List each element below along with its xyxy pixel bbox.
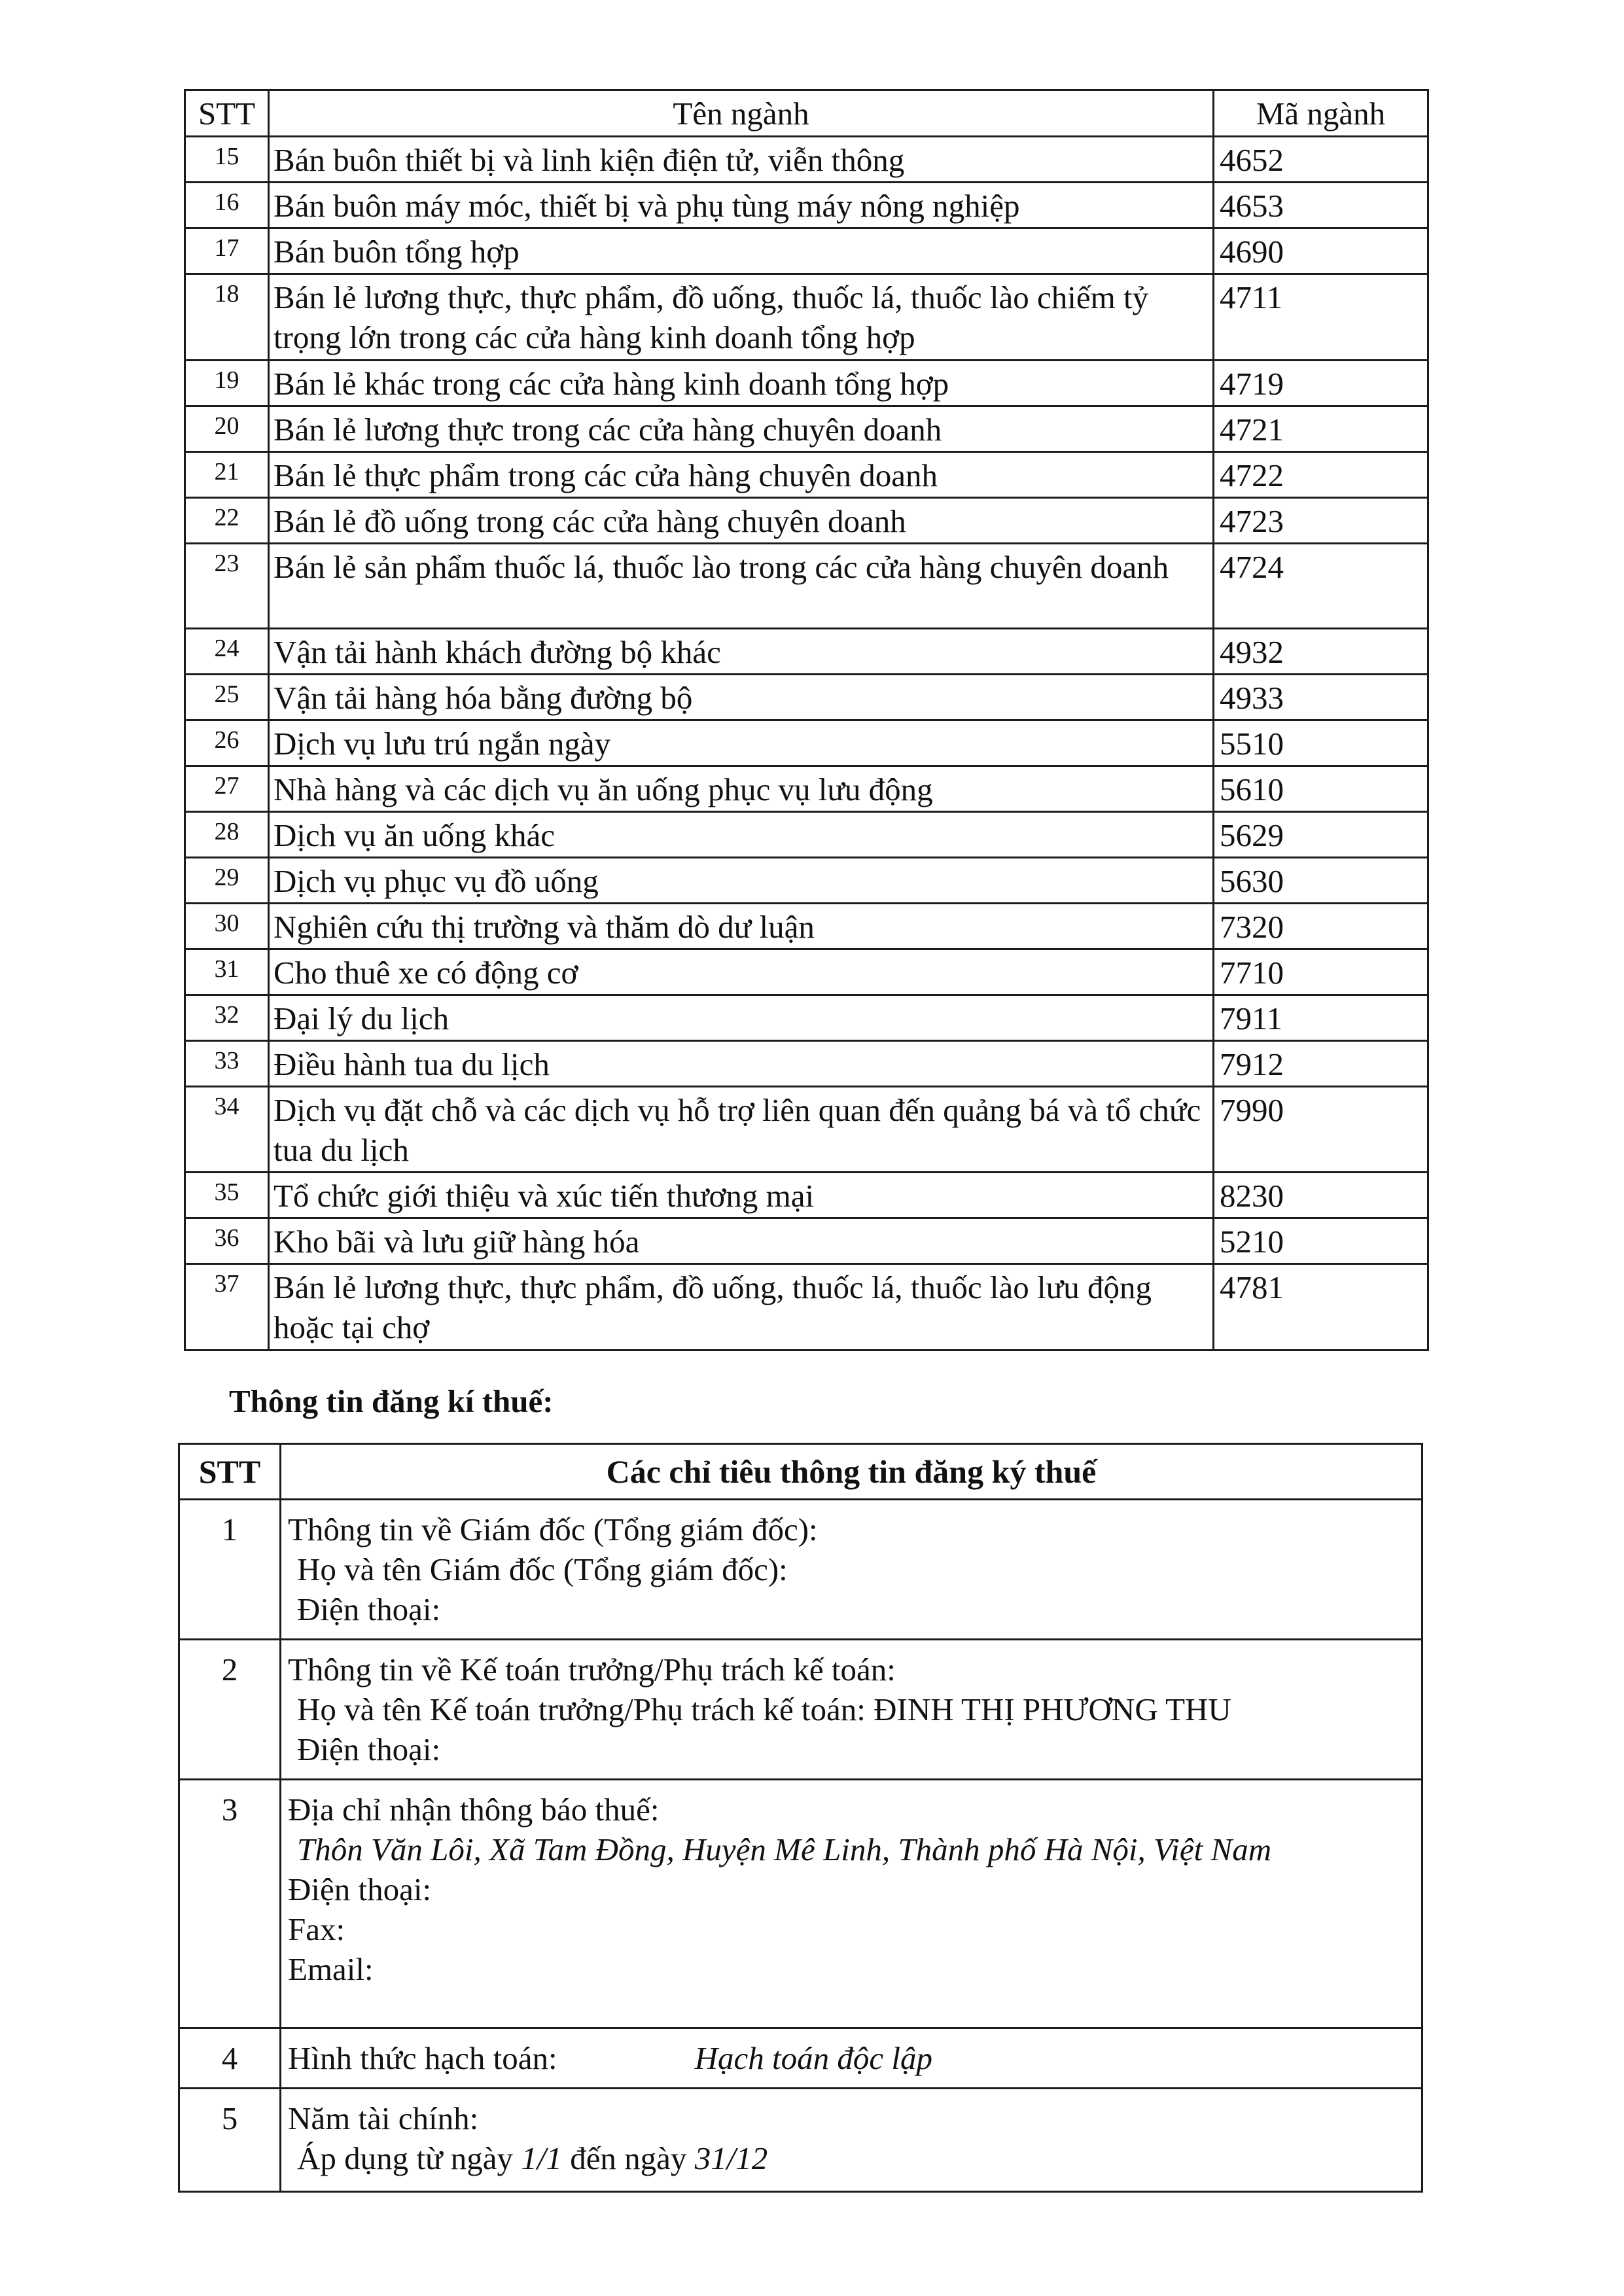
- business-line-code: 7990: [1214, 1087, 1428, 1173]
- business-line-code: 4690: [1214, 228, 1428, 274]
- row-stt: 1: [179, 1500, 281, 1640]
- header-row: [179, 1444, 1422, 1500]
- row-stt: 35: [185, 1173, 269, 1218]
- business-line-row: [185, 720, 1428, 766]
- business-line-name: Dịch vụ lưu trú ngắn ngày: [269, 720, 1214, 766]
- row-stt: 19: [185, 361, 269, 406]
- business-line-code: 4719: [1214, 361, 1428, 406]
- business-line-code: 4724: [1214, 544, 1428, 629]
- row-stt: 4: [179, 2028, 281, 2089]
- business-line-code: 4932: [1214, 629, 1428, 675]
- business-line-code: 5629: [1214, 812, 1428, 858]
- business-line-code: 5510: [1214, 720, 1428, 766]
- accountant-info-title: Thông tin về Kế toán trưởng/Phụ trách kế toán:: [288, 1651, 896, 1687]
- business-line-row: [185, 949, 1428, 995]
- business-line-row: [185, 766, 1428, 812]
- business-line-row: [185, 1087, 1428, 1173]
- business-line-code: 7710: [1214, 949, 1428, 995]
- business-line-name: Đại lý du lịch: [269, 995, 1214, 1041]
- business-line-code: 4652: [1214, 137, 1428, 183]
- director-phone-label: Điện thoại:: [297, 1591, 441, 1627]
- fiscal-year-title: Năm tài chính:: [288, 2100, 479, 2136]
- accounting-method-cell: [281, 2028, 1422, 2089]
- business-line-name: Dịch vụ ăn uống khác: [269, 812, 1214, 858]
- business-line-name: Bán lẻ thực phẩm trong các cửa hàng chuyên doanh: [269, 452, 1214, 498]
- business-line-row: [185, 228, 1428, 274]
- business-line-row: [185, 406, 1428, 452]
- business-line-row: [185, 1041, 1428, 1087]
- header-name: Tên ngành: [269, 90, 1214, 137]
- business-line-row: [185, 452, 1428, 498]
- row-stt: 33: [185, 1041, 269, 1087]
- row-stt: 20: [185, 406, 269, 452]
- row-stt: 21: [185, 452, 269, 498]
- header-row: [185, 90, 1428, 137]
- business-line-row: [185, 1264, 1428, 1351]
- row-stt: 24: [185, 629, 269, 675]
- business-line-name: Nghiên cứu thị trường và thăm dò dư luận: [269, 904, 1214, 949]
- business-line-row: [185, 904, 1428, 949]
- accounting-method-label: Hình thức hạch toán:: [288, 2040, 557, 2076]
- business-line-code: 5210: [1214, 1218, 1428, 1264]
- business-line-name: Cho thuê xe có động cơ: [269, 949, 1214, 995]
- business-line-name: Kho bãi và lưu giữ hàng hóa: [269, 1218, 1214, 1264]
- business-lines-body: [185, 137, 1428, 1351]
- business-line-name: Bán lẻ lương thực, thực phẩm, đồ uống, thuốc lá, thuốc lào chiếm tỷ trọng lớn trong các cửa hàng kinh doanh tổng hợp: [269, 274, 1214, 361]
- row-stt: 18: [185, 274, 269, 361]
- business-line-code: 7911: [1214, 995, 1428, 1041]
- director-info-title: Thông tin về Giám đốc (Tổng giám đốc):: [288, 1511, 818, 1547]
- business-line-row: [185, 1173, 1428, 1218]
- tax-row-director: [179, 1500, 1422, 1640]
- business-line-code: 4653: [1214, 183, 1428, 228]
- business-line-row: [185, 1218, 1428, 1264]
- row-stt: 17: [185, 228, 269, 274]
- row-stt: 29: [185, 858, 269, 904]
- tax-row-fiscal-year: [179, 2089, 1422, 2192]
- business-line-row: [185, 629, 1428, 675]
- business-line-row: [185, 137, 1428, 183]
- row-stt: 16: [185, 183, 269, 228]
- header-code: Mã ngành: [1214, 90, 1428, 137]
- tax-address-title: Địa chỉ nhận thông báo thuế:: [288, 1792, 660, 1828]
- business-line-name: Bán lẻ lương thực trong các cửa hàng chuyên doanh: [269, 406, 1214, 452]
- row-stt: 27: [185, 766, 269, 812]
- business-line-name: Tổ chức giới thiệu và xúc tiến thương mại: [269, 1173, 1214, 1218]
- business-line-row: [185, 995, 1428, 1041]
- business-line-name: Bán lẻ khác trong các cửa hàng kinh doanh tổng hợp: [269, 361, 1214, 406]
- row-stt: 3: [179, 1780, 281, 2028]
- accountant-phone-label: Điện thoại:: [297, 1731, 441, 1767]
- row-stt: 36: [185, 1218, 269, 1264]
- business-line-code: 4722: [1214, 452, 1428, 498]
- business-line-name: Bán lẻ sản phẩm thuốc lá, thuốc lào trong các cửa hàng chuyên doanh: [269, 544, 1214, 629]
- director-name-label: Họ và tên Giám đốc (Tổng giám đốc):: [297, 1551, 788, 1587]
- row-stt: 5: [179, 2089, 281, 2192]
- row-stt: 15: [185, 137, 269, 183]
- fiscal-middle-text: đến ngày: [570, 2140, 687, 2176]
- business-line-row: [185, 274, 1428, 361]
- row-stt: 30: [185, 904, 269, 949]
- tax-phone-label: Điện thoại:: [288, 1871, 432, 1907]
- business-line-name: Vận tải hành khách đường bộ khác: [269, 629, 1214, 675]
- business-line-code: 4721: [1214, 406, 1428, 452]
- business-line-code: 8230: [1214, 1173, 1428, 1218]
- tax-section-heading: Thông tin đăng kí thuế:: [229, 1383, 554, 1419]
- business-line-name: Điều hành tua du lịch: [269, 1041, 1214, 1087]
- tax-row-accounting: [179, 2028, 1422, 2089]
- business-line-name: Bán buôn tổng hợp: [269, 228, 1214, 274]
- tax-info-table: [178, 1443, 1423, 2193]
- business-line-name: Bán buôn máy móc, thiết bị và phụ tùng máy nông nghiệp: [269, 183, 1214, 228]
- business-line-row: [185, 361, 1428, 406]
- fiscal-from-date: 1/1: [521, 2140, 562, 2176]
- business-line-row: [185, 675, 1428, 720]
- tax-email-label: Email:: [288, 1951, 374, 1987]
- accountant-info-cell: [281, 1640, 1422, 1780]
- business-line-row: [185, 183, 1428, 228]
- fiscal-year-cell: [281, 2089, 1422, 2192]
- business-line-code: 4933: [1214, 675, 1428, 720]
- business-line-code: 5630: [1214, 858, 1428, 904]
- accounting-method-value: Hạch toán độc lập: [694, 2040, 933, 2076]
- business-line-name: Bán lẻ lương thực, thực phẩm, đồ uống, thuốc lá, thuốc lào lưu động hoặc tại chợ: [269, 1264, 1214, 1351]
- business-line-name: Dịch vụ phục vụ đồ uống: [269, 858, 1214, 904]
- header-stt: STT: [185, 90, 269, 137]
- tax-row-address: [179, 1780, 1422, 2028]
- fiscal-year-range: [288, 2138, 1421, 2178]
- row-stt: 37: [185, 1264, 269, 1351]
- tax-row-accountant: [179, 1640, 1422, 1780]
- business-line-name: Dịch vụ đặt chỗ và các dịch vụ hỗ trợ liên quan đến quảng bá và tổ chức tua du lịch: [269, 1087, 1214, 1173]
- header-stt: STT: [179, 1444, 281, 1500]
- row-stt: 26: [185, 720, 269, 766]
- tax-address-cell: [281, 1780, 1422, 2028]
- business-line-name: Vận tải hàng hóa bằng đường bộ: [269, 675, 1214, 720]
- row-stt: 23: [185, 544, 269, 629]
- business-line-code: 4723: [1214, 498, 1428, 544]
- row-stt: 25: [185, 675, 269, 720]
- business-line-code: 7320: [1214, 904, 1428, 949]
- business-line-name: Bán buôn thiết bị và linh kiện điện tử, viễn thông: [269, 137, 1214, 183]
- business-line-code: 4711: [1214, 274, 1428, 361]
- business-line-row: [185, 544, 1428, 629]
- fiscal-apply-prefix: Áp dụng từ ngày: [297, 2140, 514, 2176]
- accountant-name-label: Họ và tên Kế toán trưởng/Phụ trách kế toán: ĐINH THỊ PHƯƠNG THU: [297, 1691, 1231, 1727]
- fiscal-to-date: 31/12: [694, 2140, 768, 2176]
- row-stt: 22: [185, 498, 269, 544]
- header-content: Các chỉ tiêu thông tin đăng ký thuế: [281, 1444, 1422, 1500]
- row-stt: 32: [185, 995, 269, 1041]
- row-stt: 34: [185, 1087, 269, 1173]
- row-stt: 2: [179, 1640, 281, 1780]
- tax-address-value: Thôn Văn Lôi, Xã Tam Đồng, Huyện Mê Linh, Thành phố Hà Nội, Việt Nam: [297, 1831, 1272, 1867]
- business-line-name: Nhà hàng và các dịch vụ ăn uống phục vụ lưu động: [269, 766, 1214, 812]
- business-line-row: [185, 812, 1428, 858]
- business-line-code: 4781: [1214, 1264, 1428, 1351]
- business-lines-table: [184, 89, 1429, 1351]
- director-info-cell: [281, 1500, 1422, 1640]
- row-stt: 31: [185, 949, 269, 995]
- business-line-code: 5610: [1214, 766, 1428, 812]
- row-stt: 28: [185, 812, 269, 858]
- business-line-name: Bán lẻ đồ uống trong các cửa hàng chuyên doanh: [269, 498, 1214, 544]
- business-line-row: [185, 498, 1428, 544]
- business-line-code: 7912: [1214, 1041, 1428, 1087]
- business-line-row: [185, 858, 1428, 904]
- tax-fax-label: Fax:: [288, 1911, 345, 1947]
